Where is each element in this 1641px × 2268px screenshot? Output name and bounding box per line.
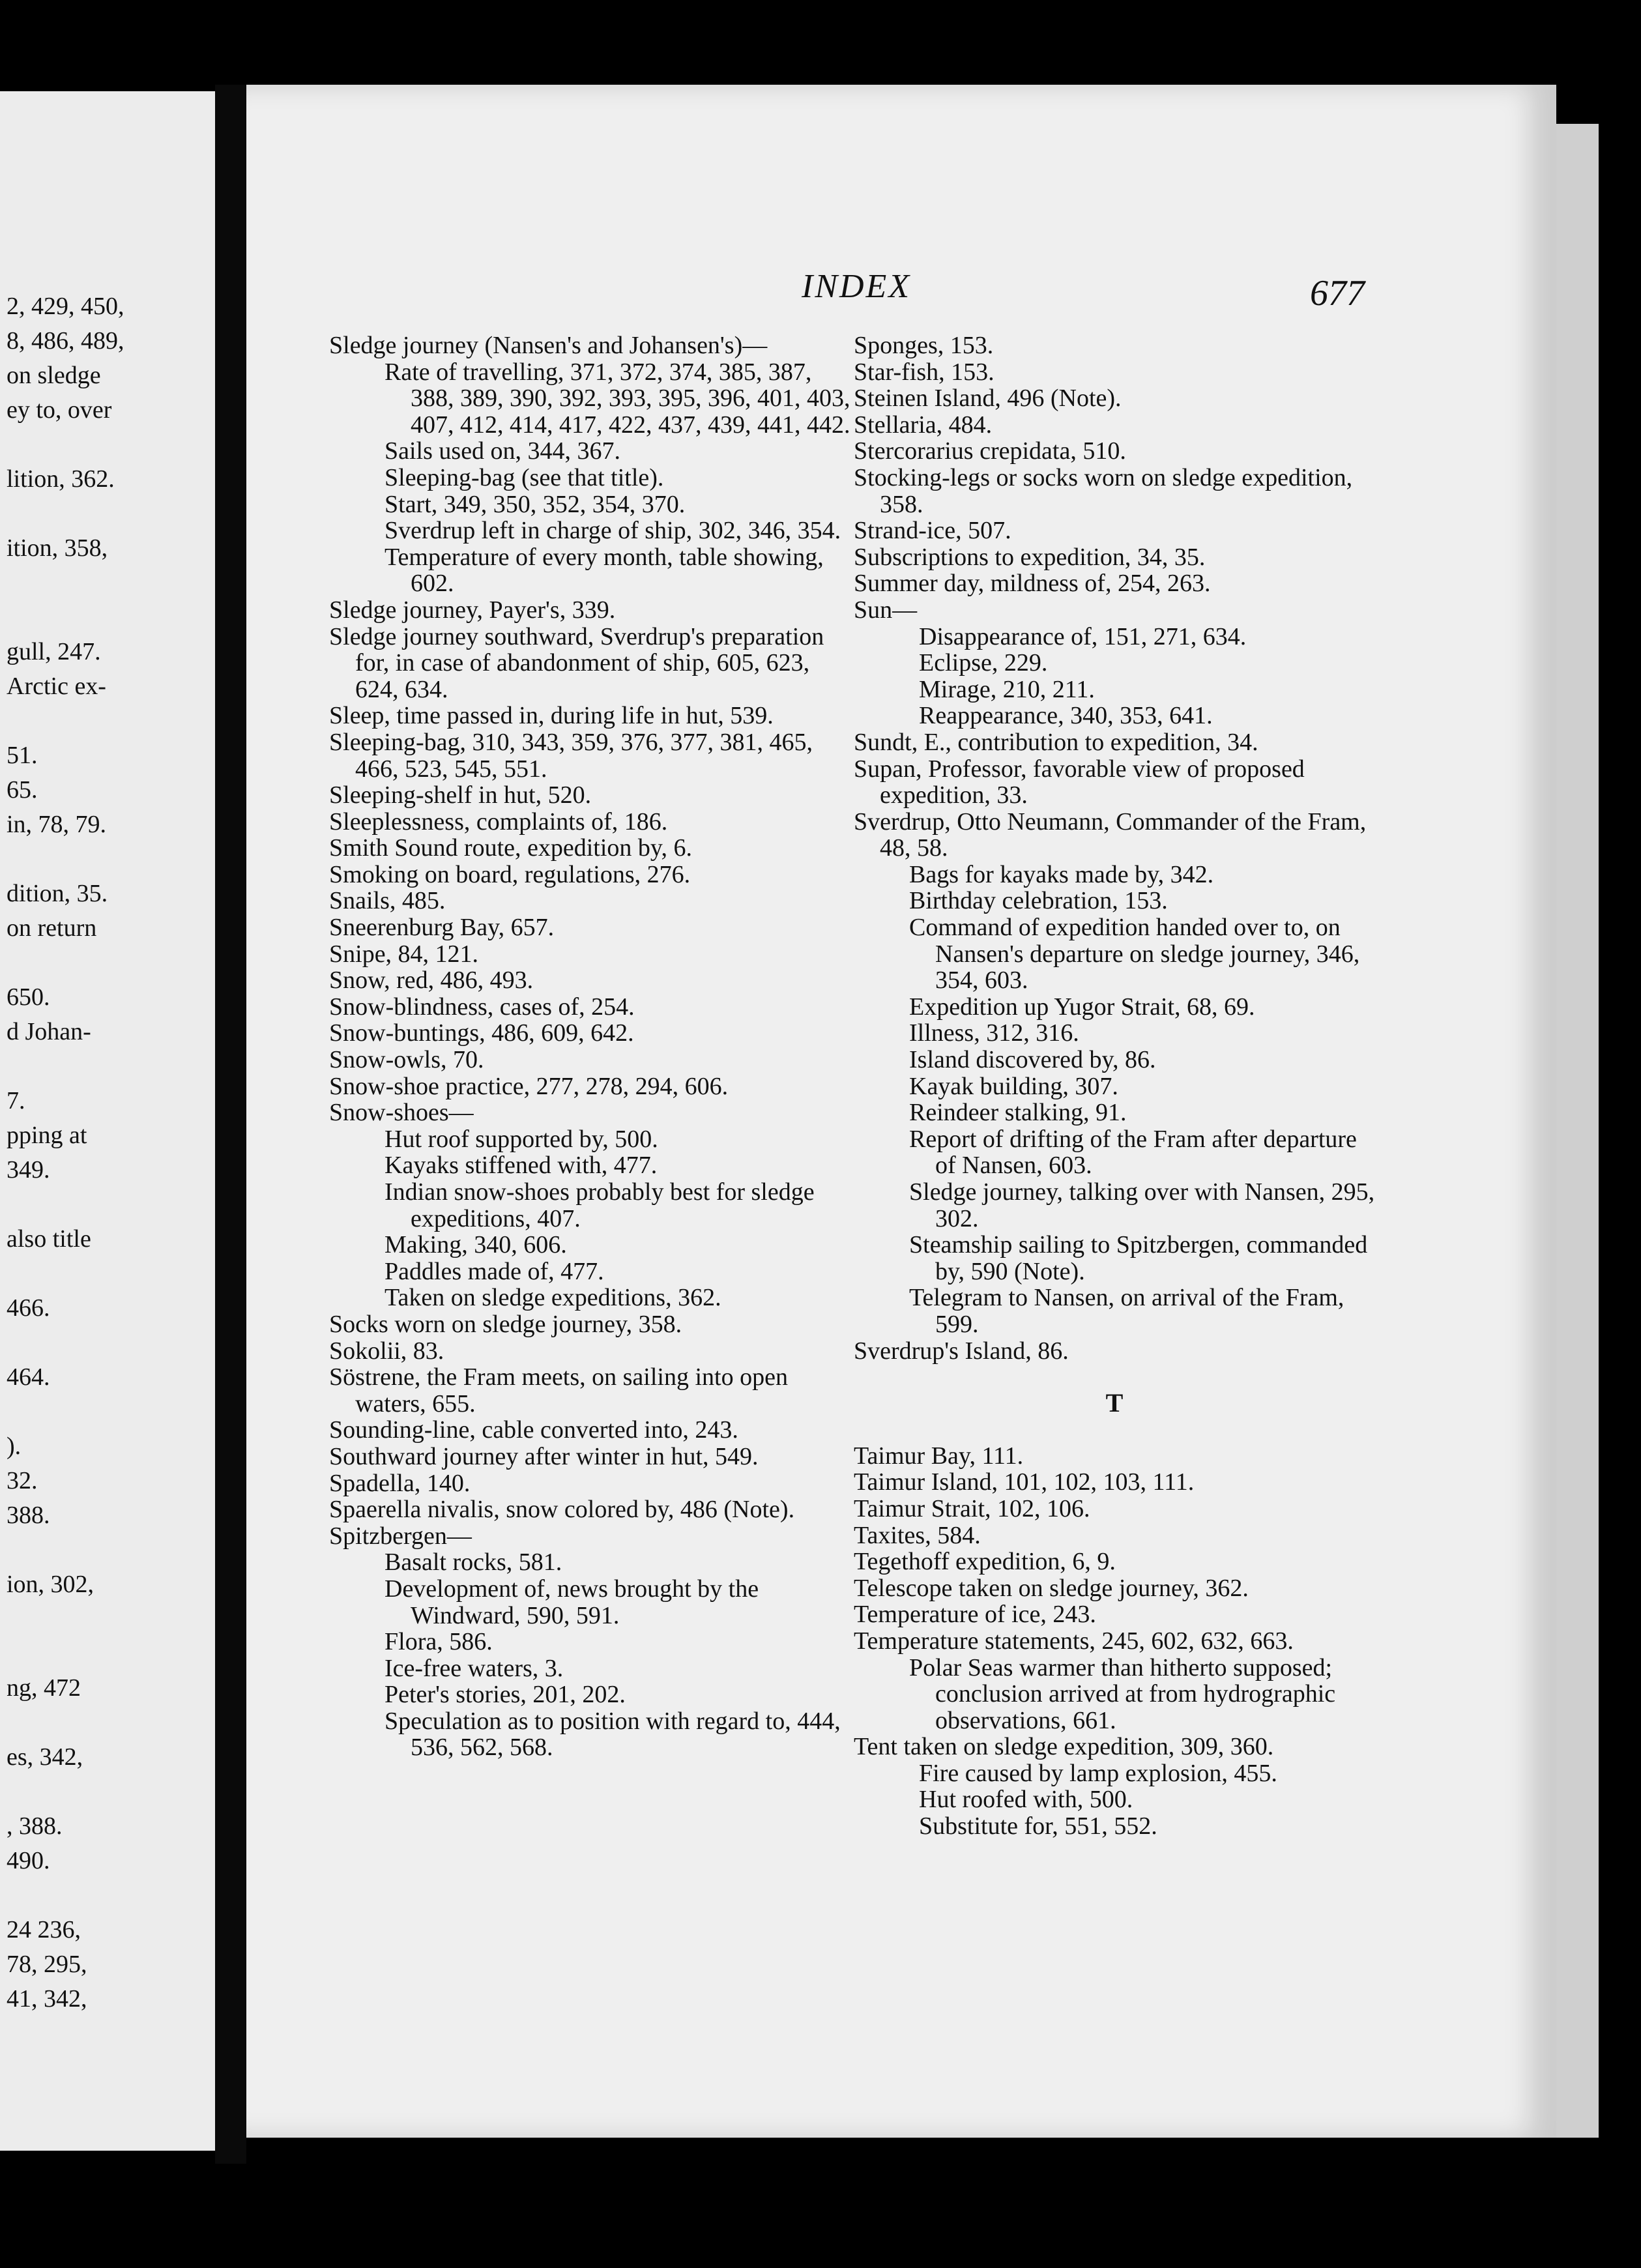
index-subentry: Basalt rocks, 581. <box>385 1548 562 1577</box>
left-page-text-fragment: 7. <box>7 1087 25 1114</box>
index-subentry: Development of, news brought by the Windward, 590, 591. <box>385 1575 759 1629</box>
index-subentry: Temperature of every month, table showing, 602. <box>385 543 824 598</box>
index-entry: Taimur Island, 101, 102, 103, 111. <box>854 1468 1195 1496</box>
index-entry: Sleep, time passed in, during life in hut, 539. <box>329 702 774 730</box>
index-entry: Snow-shoes— <box>329 1099 474 1127</box>
left-page-text-fragment: 78, 295, <box>7 1951 87 1978</box>
index-entry: Tegethoff expedition, 6, 9. <box>854 1548 1116 1576</box>
index-entry: Supan, Professor, favorable view of proposed expedition, 33. <box>854 755 1305 809</box>
index-entry: Southward journey after winter in hut, 549. <box>329 1442 759 1470</box>
index-entry: Steinen Island, 496 (Note). <box>854 385 1122 413</box>
index-entry: Sverdrup's Island, 86. <box>854 1337 1069 1365</box>
book-gutter <box>215 85 246 2164</box>
section-letter: T <box>1105 1388 1124 1418</box>
index-subentry: Eclipse, 229. <box>919 649 1048 677</box>
left-page-text-fragment: on return <box>7 914 97 942</box>
left-page-text-fragment: 490. <box>7 1847 50 1874</box>
index-subentry: Rate of travelling, 371, 372, 374, 385, 387, 388, 389, 390, 392, 393, 395, 396, 401, 403, 407, 412, 414, 417, 422, 437, 439, 441, 442. <box>385 358 850 439</box>
index-entry: Temperature of ice, 243. <box>854 1601 1096 1629</box>
left-page-text-fragment: d Johan- <box>7 1018 91 1045</box>
index-subentry: Indian snow-shoes probably best for sledge expeditions, 407. <box>385 1178 815 1232</box>
left-page-text-fragment: gull, 247. <box>7 638 101 665</box>
index-subentry: Making, 340, 606. <box>385 1231 567 1259</box>
left-page-text-fragment: 349. <box>7 1156 50 1184</box>
index-entry: Snow-owls, 70. <box>329 1046 484 1074</box>
index-entry: Tent taken on sledge expedition, 309, 360. <box>854 1733 1274 1761</box>
left-page-fragment <box>0 91 215 2151</box>
index-subentry: Report of drifting of the Fram after departure of Nansen, 603. <box>909 1125 1357 1180</box>
left-page-text-fragment: on sledge <box>7 362 101 389</box>
left-page-text-fragment: , 388. <box>7 1812 63 1840</box>
index-entry: Sun— <box>854 596 918 624</box>
index-entry: Sledge journey (Nansen's and Johansen's)— <box>329 332 768 359</box>
index-entry: Sledge journey, Payer's, 339. <box>329 596 616 624</box>
left-page-text-fragment: 8, 486, 489, <box>7 327 124 355</box>
index-subentry: Start, 349, 350, 352, 354, 370. <box>385 490 686 518</box>
index-entry: Subscriptions to expedition, 34, 35. <box>854 543 1206 571</box>
index-section-s-continued <box>854 332 1375 1364</box>
index-subentry: Bags for kayaks made by, 342. <box>909 860 1214 888</box>
index-subentry: Polar Seas warmer than hitherto supposed; conclusion arrived at from hydrographic observations, 661. <box>909 1653 1336 1734</box>
left-page-text-fragment: 41, 342, <box>7 1985 87 2013</box>
index-entry: Snow, red, 486, 493. <box>329 967 534 995</box>
index-entry: Snow-buntings, 486, 609, 642. <box>329 1019 634 1047</box>
index-entry: Sledge journey southward, Sverdrup's preparation for, in case of abandonment of ship, 605, 623, 624, 634. <box>329 622 824 703</box>
index-entry: Sleeping-bag, 310, 343, 359, 376, 377, 381, 465, 466, 523, 545, 551. <box>329 728 813 783</box>
index-entry: Taimur Strait, 102, 106. <box>854 1494 1090 1522</box>
index-subentry: Sleeping-bag (see that title). <box>385 463 664 491</box>
left-page-text-fragment: pping at <box>7 1122 87 1149</box>
index-subentry: Sverdrup left in charge of ship, 302, 346, 354. <box>385 517 841 545</box>
index-subentry: Taken on sledge expeditions, 362. <box>385 1284 721 1312</box>
index-subentry: Steamship sailing to Spitzbergen, commanded by, 590 (Note). <box>909 1231 1368 1285</box>
index-entry: Smoking on board, regulations, 276. <box>329 860 691 888</box>
index-entry: Sokolii, 83. <box>329 1337 444 1365</box>
left-page-text-fragment: 650. <box>7 983 50 1011</box>
index-entry: Stocking-legs or socks worn on sledge expedition, 358. <box>854 463 1353 518</box>
page-number: 677 <box>1310 273 1365 313</box>
left-page-text-fragment: Arctic ex- <box>7 673 106 700</box>
index-subentry: Telegram to Nansen, on arrival of the Fram, 599. <box>909 1284 1344 1338</box>
left-page-text-fragment: ey to, over <box>7 396 112 424</box>
index-entry: Sleeping-shelf in hut, 520. <box>329 781 592 809</box>
index-subentry: Sledge journey, talking over with Nansen, 295, 302. <box>909 1178 1375 1232</box>
index-section-t <box>854 1443 1375 1840</box>
index-subentry: Command of expedition handed over to, on Nansen's departure on sledge journey, 346, 354, 603. <box>909 914 1360 995</box>
index-entry: Spitzbergen— <box>329 1522 472 1550</box>
index-subentry: Sails used on, 344, 367. <box>385 437 621 465</box>
index-subentry: Birthday celebration, 153. <box>909 887 1168 915</box>
left-page-text-fragment: ition, 358, <box>7 534 108 562</box>
index-entry: Stercorarius crepidata, 510. <box>854 437 1126 465</box>
index-entry: Söstrene, the Fram meets, on sailing into open waters, 655. <box>329 1363 788 1418</box>
index-column-left <box>329 332 850 1761</box>
index-entry: Sneerenburg Bay, 657. <box>329 914 555 942</box>
index-entry: Stellaria, 484. <box>854 411 993 439</box>
index-entry: Smith Sound route, expedition by, 6. <box>329 834 692 862</box>
left-page-text-fragment: 51. <box>7 742 38 769</box>
page-title: INDEX <box>802 268 912 305</box>
index-entry: Sundt, E., contribution to expedition, 34. <box>854 728 1258 756</box>
index-subentry: Flora, 586. <box>385 1628 493 1656</box>
index-subentry: Hut roofed with, 500. <box>919 1786 1133 1814</box>
index-entry: Spadella, 140. <box>329 1469 471 1497</box>
left-page-text-fragment: dition, 35. <box>7 880 108 907</box>
index-entry: Taimur Bay, 111. <box>854 1442 1024 1470</box>
index-subentry: Substitute for, 551, 552. <box>919 1812 1157 1840</box>
left-page-text-fragment: ion, 302, <box>7 1571 94 1598</box>
index-entry: Snow-blindness, cases of, 254. <box>329 993 635 1021</box>
index-subentry: Reappearance, 340, 353, 641. <box>919 702 1213 730</box>
index-entry: Sponges, 153. <box>854 332 994 359</box>
index-subentry: Disappearance of, 151, 271, 634. <box>919 622 1247 650</box>
left-page-text-fragment: lition, 362. <box>7 465 115 493</box>
left-page-text-fragment: 466. <box>7 1294 50 1322</box>
index-entry: Summer day, mildness of, 254, 263. <box>854 570 1211 598</box>
left-page-text-fragment: 388. <box>7 1502 50 1529</box>
index-entry: Taxites, 584. <box>854 1521 981 1549</box>
index-subentry: Paddles made of, 477. <box>385 1257 604 1285</box>
index-entry: Sounding-line, cable converted into, 243. <box>329 1416 738 1444</box>
left-page-text-fragment: 32. <box>7 1467 38 1494</box>
left-page-text-fragment: ng, 472 <box>7 1674 81 1702</box>
index-entry: Telescope taken on sledge journey, 362. <box>854 1574 1249 1602</box>
index-subentry: Peter's stories, 201, 202. <box>385 1681 626 1709</box>
left-page-text-fragment: 2, 429, 450, <box>7 293 124 320</box>
index-entry: Temperature statements, 245, 602, 632, 663. <box>854 1627 1294 1655</box>
index-subentry: Reindeer stalking, 91. <box>909 1099 1127 1127</box>
page-edge <box>1556 124 1599 2138</box>
index-subentry: Speculation as to position with regard to, 444, 536, 562, 568. <box>385 1707 841 1762</box>
left-page-text-fragment: 464. <box>7 1363 50 1391</box>
index-entry: Sverdrup, Otto Neumann, Commander of the Fram, 48, 58. <box>854 807 1367 862</box>
index-subentry: Expedition up Yugor Strait, 68, 69. <box>909 993 1255 1021</box>
index-subentry: Island discovered by, 86. <box>909 1046 1156 1074</box>
index-entry: Sleeplessness, complaints of, 186. <box>329 807 668 836</box>
left-page-text-fragment: es, 342, <box>7 1743 83 1771</box>
index-entry: Star-fish, 153. <box>854 358 995 386</box>
left-page-text-fragment: also title <box>7 1225 91 1253</box>
index-entry: Strand-ice, 507. <box>854 517 1011 545</box>
index-subentry: Fire caused by lamp explosion, 455. <box>919 1759 1277 1787</box>
index-subentry: Hut roof supported by, 500. <box>385 1125 658 1153</box>
index-column-right <box>854 332 1375 1840</box>
index-entry: Spaerella nivalis, snow colored by, 486 (Note). <box>329 1496 795 1524</box>
index-entry: Socks worn on sledge journey, 358. <box>329 1310 682 1338</box>
index-entry: Snipe, 84, 121. <box>329 940 479 968</box>
index-entry: Snails, 485. <box>329 887 446 915</box>
index-subentry: Ice-free waters, 3. <box>385 1654 564 1682</box>
index-subentry: Mirage, 210, 211. <box>919 675 1095 703</box>
left-page-text-fragment: 65. <box>7 776 38 804</box>
left-page-text-fragment: ). <box>7 1432 22 1460</box>
index-subentry: Kayaks stiffened with, 477. <box>385 1152 658 1180</box>
left-page-text-fragment: in, 78, 79. <box>7 811 107 838</box>
index-entry: Snow-shoe practice, 277, 278, 294, 606. <box>329 1072 729 1100</box>
left-page-text-fragment: 24 236, <box>7 1916 81 1943</box>
index-subentry: Illness, 312, 316. <box>909 1019 1079 1047</box>
index-subentry: Kayak building, 307. <box>909 1072 1118 1100</box>
